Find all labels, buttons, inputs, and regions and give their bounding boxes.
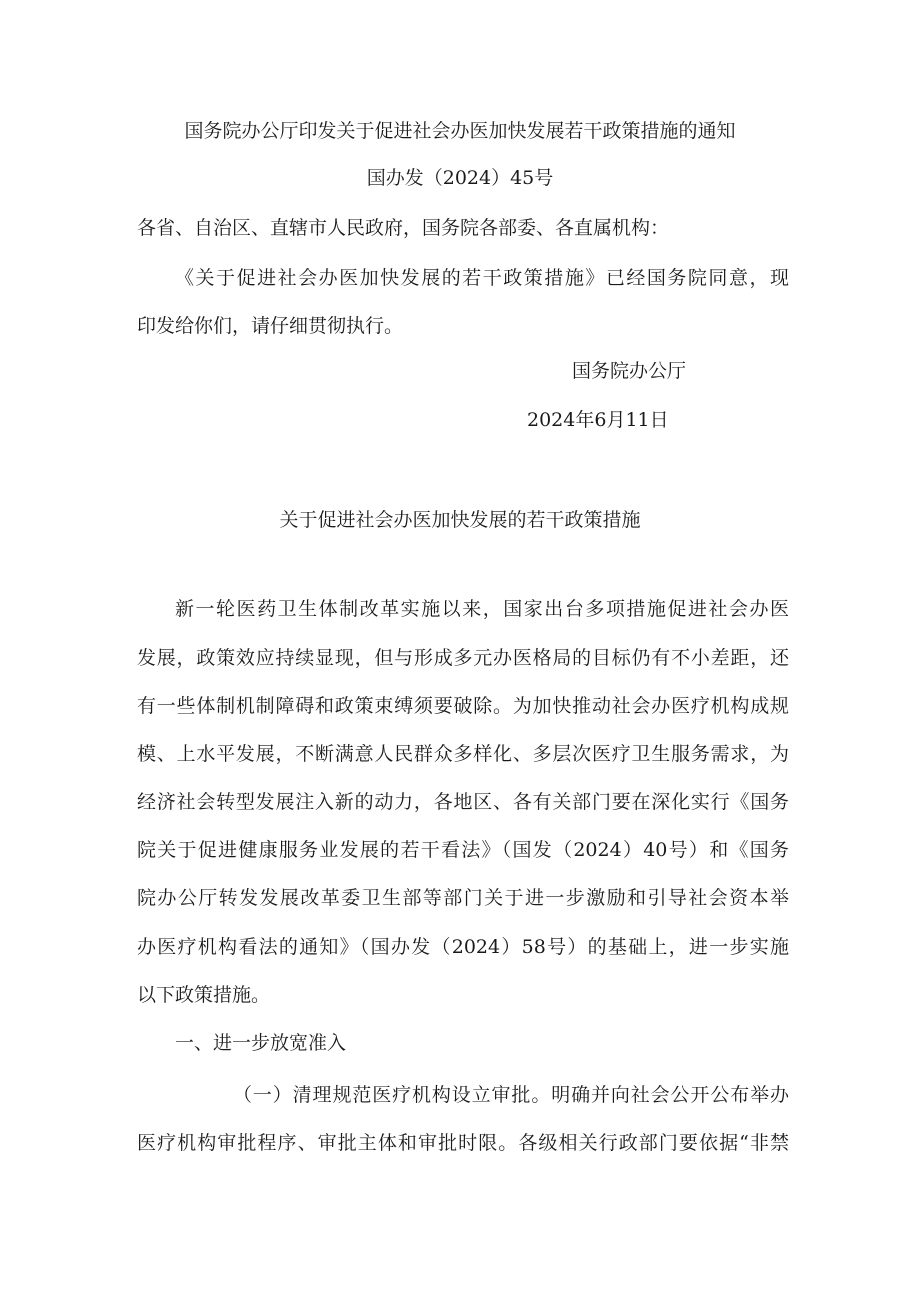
preamble-line: 办医疗机构看法的通知》（国办发（2024）58号）的基础上，进一步实施 bbox=[137, 936, 789, 958]
preamble-line: 模、上水平发展，不断满意人民群众多样化、多层次医疗卫生服务需求，为 bbox=[137, 743, 789, 765]
preamble-line: 经济社会转型发展注入新的动力，各地区、各有关部门要在深化实行《国务 bbox=[137, 791, 789, 813]
preamble-line: 有一些体制机制障碍和政策束缚须要破除。为加快推动社会办医疗机构成规 bbox=[137, 695, 789, 717]
salutation: 各省、自治区、直辖市人民政府，国务院各部委、各直属机构： bbox=[137, 217, 670, 239]
intro-line: 印发给你们，请仔细贯彻执行。 bbox=[137, 315, 404, 337]
measures-title: 关于促进社会办医加快发展的若干政策措施 bbox=[279, 509, 641, 531]
item-line: 医疗机构审批程序、审批主体和审批时限。各级相关行政部门要依据“非禁 bbox=[137, 1132, 789, 1154]
document-number: 国办发（2024）45号 bbox=[366, 167, 554, 189]
preamble-line: 以下政策措施。 bbox=[137, 984, 271, 1006]
issue-date: 2024年6月11日 bbox=[527, 409, 669, 431]
notice-title: 国务院办公厅印发关于促进社会办医加快发展若干政策措施的通知 bbox=[184, 120, 736, 142]
preamble-line: 新一轮医药卫生体制改革实施以来，国家出台多项措施促进社会办医 bbox=[175, 598, 789, 620]
preamble-line: 院办公厅转发发展改革委卫生部等部门关于进一步激励和引导社会资本举 bbox=[137, 887, 789, 909]
intro-line: 《关于促进社会办医加快发展的若干政策措施》已经国务院同意，现 bbox=[175, 267, 789, 289]
item-line: （一）清理规范医疗机构设立审批。明确并向社会公开公布举办 bbox=[233, 1084, 789, 1106]
signature: 国务院办公厅 bbox=[572, 360, 687, 382]
preamble-line: 院关于促进健康服务业发展的若干看法》（国发（2024）40号）和《国务 bbox=[137, 839, 789, 861]
section-heading: 一、进一步放宽准入 bbox=[175, 1032, 347, 1054]
preamble-line: 发展，政策效应持续显现，但与形成多元办医格局的目标仍有不小差距，还 bbox=[137, 647, 789, 669]
